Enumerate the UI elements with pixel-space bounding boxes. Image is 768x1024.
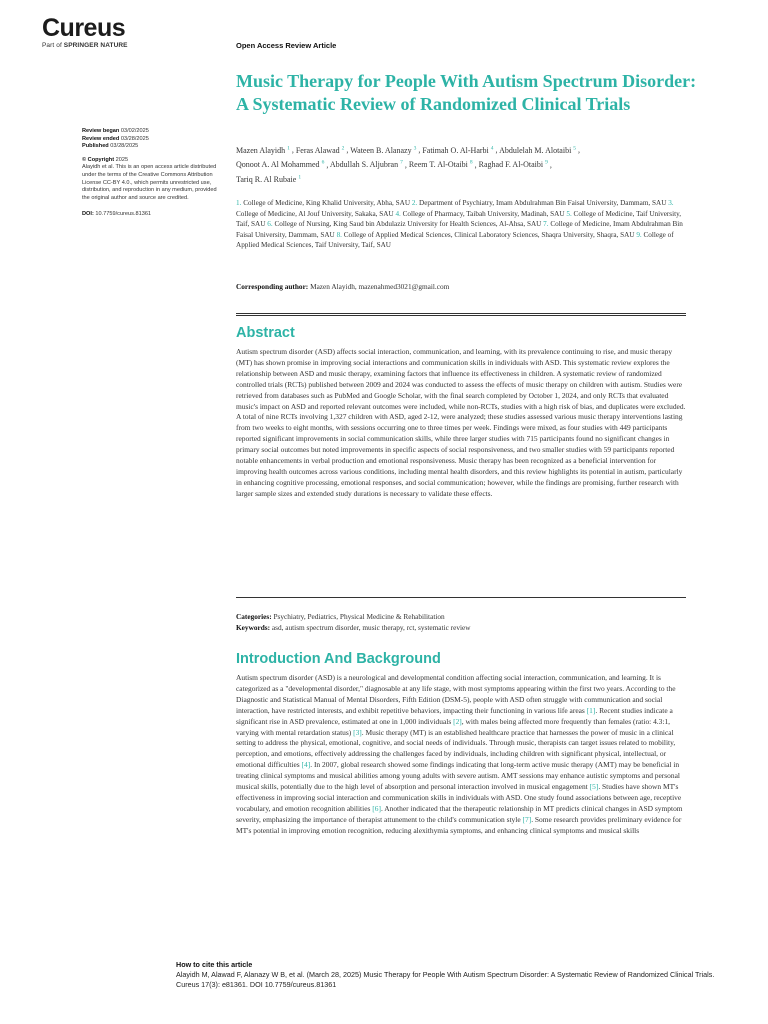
affiliation-text: College of Applied Medical Sciences, Taif University, Taif, SAU bbox=[236, 230, 674, 250]
author-name-text: Raghad F. Al-Otaibi bbox=[478, 160, 544, 170]
doi-label: DOI: bbox=[82, 211, 94, 218]
author-affiliation-number: 5 bbox=[573, 145, 577, 151]
author-name-text: Reem T. Al-Otaibi bbox=[408, 160, 468, 170]
cite-heading: How to cite this article bbox=[176, 960, 253, 969]
intro-text-segment: . Recent studies indicate a significant rise in ASD prevalence, estimated at one in 1,000 individuals bbox=[236, 705, 673, 726]
reference-link[interactable]: [1] bbox=[586, 705, 596, 715]
affiliation-text: Department of Psychiatry, Imam Abdulrahman Bin Faisal University, Dammam, SAU bbox=[419, 199, 667, 207]
copyright-label: © Copyright bbox=[82, 156, 115, 163]
abstract-heading: Abstract bbox=[236, 325, 295, 341]
affiliation-list bbox=[236, 198, 688, 251]
affiliation-number: 3. bbox=[668, 199, 674, 207]
author-affiliation-number: 1 bbox=[298, 174, 302, 181]
affiliation-text: College of Medicine, Imam Abdulrahman Bin Faisal University, Dammam, SAU bbox=[236, 220, 683, 239]
article-type-label: Open Access Review Article bbox=[236, 41, 337, 50]
author-name[interactable] bbox=[479, 160, 548, 169]
reference-link[interactable]: [2] bbox=[453, 716, 462, 726]
intro-text-segment: . Another indicated that the therapeutic relationship in MT predicts clinical changes in ASD symptom severity, emphasizing the importance of therapist attunement to the child's communication style bbox=[236, 803, 683, 824]
affiliation-number: 1. bbox=[236, 199, 242, 207]
affiliation-number: 2. bbox=[411, 199, 418, 207]
author-name-text: Abdullah S. Aljubran bbox=[329, 160, 399, 170]
author-name-text: Wateen B. Alanazy bbox=[350, 145, 412, 155]
copyright-year: 2025 bbox=[115, 156, 129, 163]
reference-link[interactable]: [4] bbox=[301, 760, 311, 770]
divider bbox=[236, 597, 686, 598]
categories-label: Categories: bbox=[236, 612, 272, 621]
logo-sub-prefix: Part of bbox=[42, 42, 64, 49]
introduction-text bbox=[236, 673, 686, 837]
author-name-text: Fatimah O. Al-Harbi bbox=[422, 145, 489, 155]
reference-link[interactable]: [7] bbox=[522, 814, 532, 824]
affiliation-number: 9. bbox=[636, 230, 642, 239]
intro-text-segment: . In 2007, global research showed some findings indicating that long-term active music therapy (AMT) may be beneficial in treating clinical symptoms and musical abilities among young adults with severe autism. AMT sessions may enhance autistic symptoms and personal musical skills, potentially due to the high level of absorption and personal interaction involved in musical engagement bbox=[236, 760, 680, 792]
author-name-text: Tariq R. Al Rubaie bbox=[236, 174, 297, 184]
published-date bbox=[82, 143, 222, 151]
license-text: Alayidh et al. This is an open access article distributed under the terms of the Creative Commons Attribution License CC-BY 4.0., which permits unrestricted use, distribution, and reproduction in any medium, provided the original author and source are credited. bbox=[82, 164, 217, 201]
author-name-text: Feras Alawad bbox=[295, 145, 340, 155]
reference-link[interactable]: [3] bbox=[353, 727, 362, 737]
affiliation-number: 4. bbox=[395, 209, 401, 218]
reference-link[interactable]: [5] bbox=[589, 782, 599, 792]
logo-subtitle bbox=[42, 42, 128, 49]
published-value: 03/28/2025 bbox=[110, 143, 139, 150]
affiliation-text: College of Medicine, Taif University, Taif, SAU bbox=[236, 209, 682, 229]
review-began-label: Review began bbox=[82, 128, 120, 134]
affiliation-text: College of Pharmacy, Taibah University, Madinah, SAU bbox=[402, 209, 565, 218]
review-ended-label: Review ended bbox=[82, 135, 120, 142]
logo-wordmark: Cureus bbox=[42, 14, 126, 42]
doi-block bbox=[82, 211, 222, 219]
abstract-text: Autism spectrum disorder (ASD) affects social interaction, communication, and learning, with its prevalence continuing to rise, and music therapy (MT) has shown promise in improving social interactions and communication skills in individuals with ASD. This systematic review explores the relationship between ASD and music therapy, examining factors that influence its effectiveness in children. A systematic review of randomized controlled trials (RCTs) published between 2009 and 2024 was conducted to assess the effects of music therapy on children with autism. Studies were retrieved from databases such as PubMed and Google Scholar, with the final search completed by October 1, 2024, and only RCTs that evaluated music's impact on ASD and reported relevant outcomes were included, while non-RCTs, studies with a high risk of bias, and duplicates were excluded. A total of nine RCTs involving 1,327 children with ASD, aged 2-12, were analyzed; these studies assessed various music therapy interventions lasting from two weeks to eight months, with sessions occurring one to three times per week. Findings were mixed, as four studies with 449 participants reported significant improvements in social communication skills, while three larger studies with 715 participants found no significant changes in primary social outcomes but noted improvements in specific aspects of social responsiveness, and two smaller studies with 59 participants reported notable enhancements in verbal production and emotional responsiveness. Music therapy has been recognized as a beneficial intervention for improving health outcomes across various conditions, including mental health disorders, and this review highlights its potential in autism, particularly in enhancing cognitive processing, emotional responses, and social communication; however, while the findings are promising, further research with larger sample sizes and extended study durations is necessary to validate these effects. bbox=[236, 347, 686, 498]
review-began-value: 03/02/2025 bbox=[120, 128, 149, 134]
divider bbox=[236, 313, 686, 316]
author-name-text: Mazen Alayidh bbox=[236, 145, 286, 155]
author-name[interactable] bbox=[236, 160, 324, 169]
affiliation-number: 5. bbox=[566, 209, 572, 218]
affiliation-text: College of Medicine, Al Jouf University, Sakaka, SAU bbox=[236, 209, 394, 218]
author-name-text: Qonoot A. Al Mohammed bbox=[236, 160, 320, 170]
cite-text: Alayidh M, Alawad F, Alanazy W B, et al. (March 28, 2025) Music Therapy for People With Autism Spectrum Disorder: A Systematic Review of Randomized Clinical Trials. Cureus 17(3): e81361. DOI 10.7759/cureus.81361 bbox=[176, 970, 715, 989]
author-affiliation-number: 9 bbox=[545, 159, 548, 166]
affiliation-number: 8. bbox=[336, 230, 342, 239]
author-list: Mazen Alayidh $^1$ , Feras Alawad $^2$ , Wateen B. Alanazy $^3$ , Fatimah O. Al-Harbi $^4$ , Abdulelah M. Alotaibi $^5$ , Qonoot A. Al Mohammed $^6$ , Abdullah S. Aljubran $^7$ , Reem T. Al-Otaibi $^8$ , Raghad F. Al-Otaibi $^9$ , Tariq R. Al Rubaie $^1$ bbox=[236, 145, 581, 184]
author-name[interactable] bbox=[296, 146, 345, 155]
affiliation-text: College of Applied Medical Sciences, Clinical Laboratory Sciences, Shaqra University, Shaqra, SAU bbox=[343, 230, 635, 239]
reference-link[interactable]: [6] bbox=[372, 803, 381, 813]
intro-text-segment: . Some research provides preliminary evidence for MT's potential in improving emotion recognition, reducing alexithymia symptoms, and enhancing clinical symptoms and musical skills bbox=[236, 814, 682, 835]
affiliation-text: College of Medicine, King Khalid University, Abha, SAU bbox=[243, 199, 411, 207]
article-title: Music Therapy for People With Autism Spectrum Disorder: A Systematic Review of Randomized Clinical Trials bbox=[236, 71, 697, 114]
corresponding-label: Corresponding author: bbox=[236, 282, 309, 291]
published-label: Published bbox=[82, 143, 109, 150]
author-name-text: Abdulelah M. Alotaibi bbox=[499, 145, 572, 155]
review-ended bbox=[82, 136, 222, 144]
author-affiliation-number: 1 bbox=[287, 145, 290, 151]
article-sidebar bbox=[82, 128, 222, 219]
review-dates bbox=[82, 128, 222, 151]
author-name[interactable] bbox=[422, 146, 493, 155]
author-affiliation-number: 7 bbox=[400, 159, 403, 166]
intro-text-segment: . Studies have shown MT's effectiveness in improving social interaction and communication skills in individuals with ASD. One study found associations between age, receptive vocabulary, and emotion recognition abilities bbox=[236, 782, 682, 813]
affiliation-number: 7. bbox=[543, 220, 549, 229]
author-affiliation-number: 8 bbox=[469, 159, 473, 166]
author-name[interactable] bbox=[330, 160, 403, 169]
logo-sub-brand: SPRINGER NATURE bbox=[63, 42, 128, 49]
categories-text: Psychiatry, Pediatrics, Physical Medicine & Rehabilitation bbox=[273, 612, 445, 621]
copyright-block bbox=[82, 157, 222, 203]
author-affiliation-number: 2 bbox=[341, 145, 345, 151]
author-affiliation-number: 4 bbox=[490, 145, 494, 151]
author-affiliation-number: 3 bbox=[413, 145, 417, 151]
corresponding-author bbox=[236, 282, 686, 291]
doi-link[interactable]: 10.7759/cureus.81361 bbox=[95, 211, 152, 218]
author-name[interactable] bbox=[350, 146, 416, 155]
corresponding-text: Mazen Alayidh, mazenahmed3021@gmail.com bbox=[310, 282, 450, 291]
author-name[interactable] bbox=[409, 160, 473, 169]
citation-block bbox=[176, 960, 736, 990]
cureus-logo[interactable] bbox=[42, 16, 128, 49]
author-name[interactable] bbox=[236, 146, 290, 155]
review-ended-value: 03/28/2025 bbox=[120, 135, 149, 142]
keywords-text: asd, autism spectrum disorder, music therapy, rct, systematic review bbox=[271, 622, 471, 632]
intro-text-segment: , with males being affected more frequently than females (ratio: 4.3:1, varying with mental retardation status) bbox=[236, 716, 671, 737]
intro-text-segment: . Music therapy (MT) is an established healthcare practice that harnesses the power of music in a clinical setting to address the physical, emotional, cognitive, and social needs of individuals. Through music, therapists can target issues related to mobility, perception, and emotions, effectively addressing the challenges faced by individuals, including children with significant physical, intellectual, or emotional difficulties bbox=[236, 727, 676, 770]
categories-block bbox=[236, 612, 686, 633]
author-name[interactable] bbox=[499, 146, 576, 155]
keywords-label: Keywords: bbox=[236, 622, 271, 632]
affiliation-text: College of Nursing, King Saud bin Abdulaziz University for Health Sciences, Al-Ahsa, SAU bbox=[274, 220, 542, 229]
intro-text-segment: Autism spectrum disorder (ASD) is a neurological and developmental condition affecting social interaction, communication, and learning. It is categorized as a "developmental disorder," diagnosable at any life stage, with most symptoms appearing within the first two years. According to the Diagnostic and Statistical Manual of Mental Disorders, Fifth Edition (DSM-5), people with ASD often struggle with communication and social interaction, have restricted interests, and exhibit repetitive behaviors, impacting their functioning in various life areas bbox=[236, 673, 676, 715]
author-name[interactable] bbox=[236, 175, 301, 184]
review-began bbox=[82, 128, 222, 136]
affiliation-number: 6. bbox=[267, 220, 273, 229]
introduction-heading: Introduction And Background bbox=[236, 651, 441, 667]
author-affiliation-number: 6 bbox=[321, 159, 325, 166]
